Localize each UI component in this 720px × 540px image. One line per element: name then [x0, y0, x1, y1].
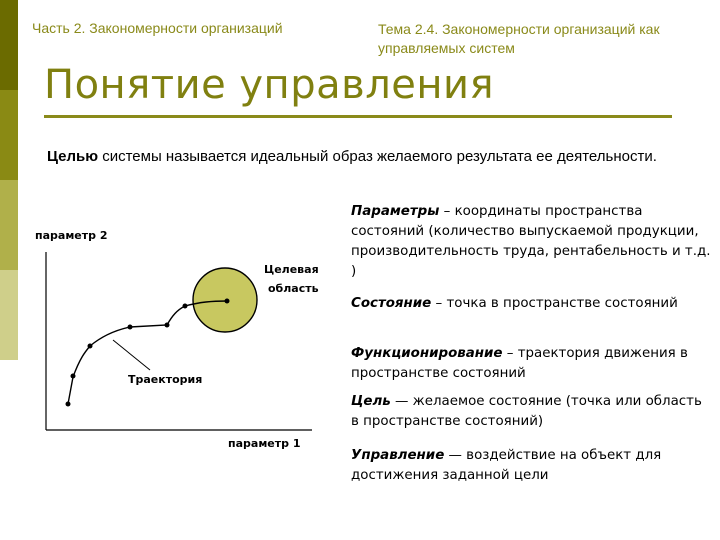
goal-definition [47, 145, 687, 168]
definition-management [351, 446, 713, 486]
state-point [88, 344, 93, 349]
y-axis-label: параметр 2 [35, 229, 108, 242]
definition-text: – координаты пространства состояний (количество выпускаемой продукции, производительность труда, рентабельность и т.д. ) [351, 204, 711, 279]
state-point [183, 304, 188, 309]
state-space-diagram [30, 220, 350, 460]
title-underline [44, 115, 672, 118]
trajectory-label: Траектория [128, 373, 203, 386]
state-point [128, 325, 133, 330]
definition-term: Функционирование [351, 346, 503, 361]
decor-stripe [0, 90, 18, 180]
definition-term: Цель [351, 394, 391, 409]
definition-term: Управление [351, 448, 445, 463]
definition-text: – траектория движения в пространстве состояний [351, 346, 688, 381]
definition-term: Параметры [351, 204, 440, 219]
decor-stripe [0, 180, 18, 270]
definition-text: — желаемое состояние (точка или область в пространстве состояний) [351, 394, 702, 429]
definition-parameters [351, 202, 713, 282]
goal-term: Целью [47, 148, 99, 165]
x-axis-label: параметр 1 [228, 437, 301, 450]
decor-stripe [0, 0, 18, 90]
definition-text: — воздействие на объект для достижения заданной цели [351, 448, 662, 483]
state-point [71, 374, 76, 379]
state-point [225, 299, 230, 304]
header-topic: Тема 2.4. Закономерности организаций как управляемых систем [378, 21, 660, 56]
state-point [66, 402, 71, 407]
definition-state [351, 294, 713, 314]
definition-functioning [351, 344, 713, 384]
decor-stripe [0, 270, 18, 360]
target-label-line1: Целевая [264, 263, 319, 276]
goal-text: системы называется идеальный образ желаемого результата ее деятельности. [98, 148, 657, 165]
target-label-line2: область [268, 282, 319, 295]
definition-goal [351, 392, 713, 432]
slide-title: Понятие управления [44, 62, 495, 108]
trajectory-pointer [113, 340, 150, 370]
definition-text: – точка в пространстве состояний [431, 296, 678, 311]
header-part: Часть 2. Закономерности организаций [32, 20, 283, 36]
definition-term: Состояние [351, 296, 432, 311]
state-point [165, 323, 170, 328]
